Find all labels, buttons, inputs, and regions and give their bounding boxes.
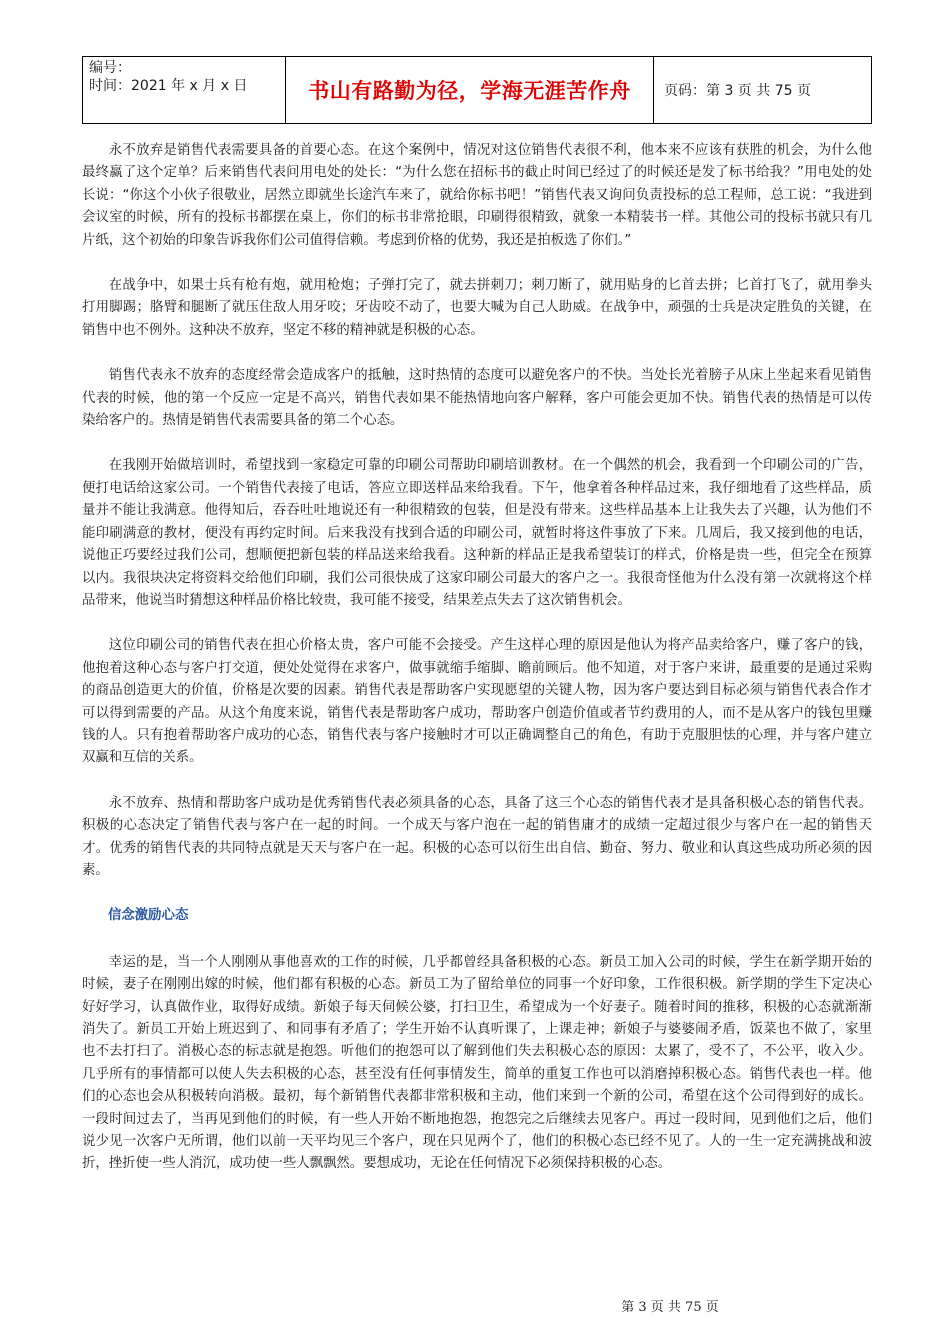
- page-footer: 第 3 页 共 75 页: [621, 1300, 719, 1315]
- section-heading: 信念激励心态: [108, 908, 189, 924]
- body-paragraph: 这位印刷公司的销售代表在担心价格太贵，客户可能不会接受。产生这样心理的原因是他认为将产品卖给客户，赚了客户的钱，他抱着这种心态与客户打交道，便处处觉得在求客户，做事就缩手缩脚、瞻前顾后。他不知道，对于客户来讲，最重要的是通过采购的商品创造更大的价值，价格是次要的因素。销售代表是帮助客户实现愿望的关键人物，因为客户要达到目标必须与销售代表合作才可以得到需要的产品。从这个角度来说，销售代表是帮助客户成功，帮助客户创造价值或者节约费用的人，而不是从客户的钱包里赚钱的人。只有抱着帮助客户成功的心态，销售代表与客户接触时才可以正确调整自己的角色，有助于克服胆怯的心理，并与客户建立双赢和互信的关系。: [82, 638, 872, 766]
- header-page-info: 页码：第 3 页 共 75 页: [654, 57, 872, 124]
- header-motto: 书山有路勤为径，学海无涯苦作舟: [286, 57, 654, 124]
- body-paragraph: 在我刚开始做培训时，希望找到一家稳定可靠的印刷公司帮助印刷培训教材。在一个偶然的机会，我看到一个印刷公司的广告，便打电话给这家公司。一个销售代表接了电话，答应立即送样品来给我看。下午，他拿着各种样品过来，我仔细地看了这些样品，质量并不能让我满意。他得知后，吞吞吐吐地说还有一种很精致的包装，但是没有带来。这些样品基本上让我失去了兴趣，认为他们不能印刷满意的教材，便没有再约定时间。后来我没有找到合适的印刷公司，就暂时将这件事放了下来。几周后，我又接到他的电话，说他正巧要经过我们公司，想顺便把新包装的样品送来给我看。这种新的样品正是我希望装订的样式，价格是贵一些，但完全在预算以内。我很块决定将资料交给他们印刷，我们公司很快成了这家印刷公司最大的客户之一。我很奇怪他为什么没有第一次就将这个样品带来，他说当时猜想这种样品价格比较贵，我可能不接受，结果差点失去了这次销售机会。: [82, 458, 872, 608]
- body-paragraph: 在战争中，如果士兵有枪有炮，就用枪炮；子弹打完了，就去拼刺刀；刺刀断了，就用贴身的匕首去拼；匕首打飞了，就用拳头打用脚踢；胳臂和腿断了就压住敌人用牙咬；牙齿咬不动了，也要大喊为自己人助威。在战争中，顽强的士兵是决定胜负的关键，在销售中也不例外。这种决不放弃，坚定不移的精神就是积极的心态。: [82, 278, 872, 338]
- body-paragraph: 销售代表永不放弃的态度经常会造成客户的抵触，这时热情的态度可以避免客户的不快。当处长光着膀子从床上坐起来看见销售代表的时候，他的第一个反应一定是不高兴，销售代表如果不能热情地向客户解释，客户可能会更加不快。销售代表的热情是可以传染给客户的。热情是销售代表需要具备的第二个心态。: [82, 368, 872, 429]
- document-number-label: 编号：: [89, 60, 131, 76]
- section-paragraph: 幸运的是，当一个人刚刚从事他喜欢的工作的时候，几乎都曾经具备积极的心态。新员工加入公司的时候，学生在新学期开始的时候，妻子在刚刚出嫁的时候，他们都有积极的心态。新员工为了留给单位的同事一个好印象，工作很积极。新学期的学生下定决心好好学习，认真做作业，取得好成绩。新娘子每天伺候公婆，打扫卫生，希望成为一个好妻子。随着时间的推移，积极的心态就渐渐消失了。新员工开始上班迟到了、和同事有矛盾了；学生开始不认真听课了，上课走神；新娘子与婆婆闹矛盾，饭菜也不做了，家里也不去打扫了。消极心态的标志就是抱怨。听他们的抱怨可以了解到他们失去积极心态的原因：太累了，受不了，不公平，收入少。几乎所有的事情都可以使人失去积极的心态，甚至没有任何事情发生，简单的重复工作也可以消磨掉积极心态。销售代表也一样。他们的心态也会从积极转向消极。最初，每个新销售代表都非常积极和主动，他们来到一个新的公司，希望在这个公司得到好的成长。一段时间过去了，当再见到他们的时候，有一些人开始不断地抱怨，抱怨完之后继续去见客户。再过一段时间，见到他们之后，他们说少见一次客户无所谓，他们以前一天平均见三个客户，现在只见两个了，他们的积极心态已经不见了。人的一生一定充满挑战和波折，挫折使一些人消沉，成功使一些人飘飘然。要想成功，无论在任何情况下必须保持积极的心态。: [82, 954, 872, 1172]
- document-date: 时间：2021 年 x 月 x 日: [89, 78, 248, 94]
- body-paragraph: 永不放弃、热情和帮助客户成功是优秀销售代表必须具备的心态，具备了这三个心态的销售代表才是具备积极心态的销售代表。积极的心态决定了销售代表与客户在一起的时间。一个成天与客户泡在一起的销售庸才的成绩一定超过很少与客户在一起的销售天才。优秀的销售代表的共同特点就是天天与客户在一起。积极的心态可以衍生出自信、勤奋、努力、敬业和认真这些成功所必须的因素。: [82, 795, 872, 878]
- header-table: [82, 56, 872, 124]
- body-paragraph: 永不放弃是销售代表需要具备的首要心态。在这个案例中，情况对这位销售代表很不利，他本来不应该有获胜的机会，为什么他最终赢了这个定单？后来销售代表问用电处的处长：“为什么您在招标书的截止时间已经过了的时候还是发了标书给我？”用电处的处长说：“你这个小伙子很敬业，居然立即就坐长途汽车来了，就给你标书吧！”销售代表又询问负责投标的总工程师，总工说：“我进到会议室的时候，所有的投标书都摆在桌上，你们的标书非常抢眼，印刷得很精致，就象一本精装书一样。其他公司的投标书就只有几片纸，这个初始的印象告诉我你们公司值得信赖。考虑到价格的优势，我还是拍板选了你们。”: [82, 143, 872, 248]
- document-body: [82, 140, 872, 1199]
- header-info-cell: [83, 57, 286, 124]
